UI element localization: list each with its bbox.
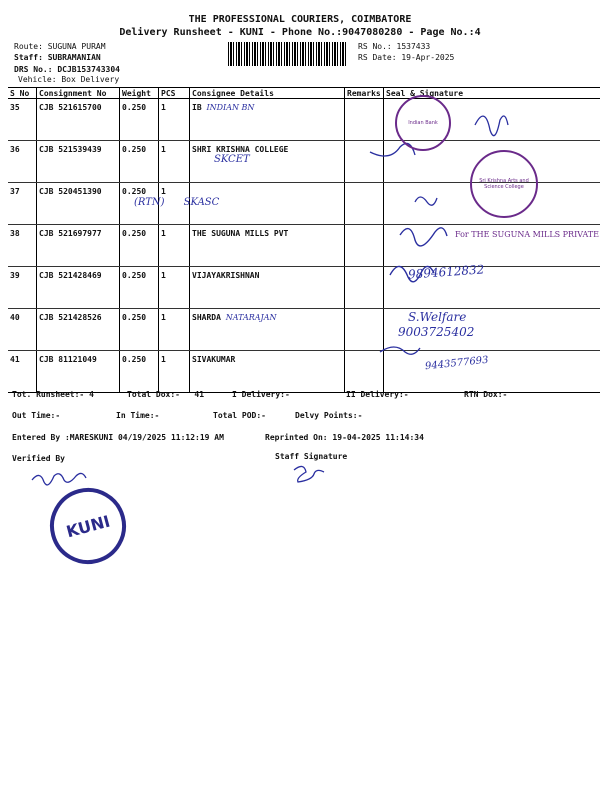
rtn-dox: RTN Dox:- [464, 390, 508, 399]
staff-signature-mark [290, 462, 330, 488]
bank-stamp [395, 95, 451, 151]
row-weight: 0.250 [120, 141, 159, 183]
entered-by: Entered By :MARESKUNI 04/19/2025 11:12:19 AM [12, 433, 224, 442]
consignee-printed: SIVAKUMAR [192, 355, 236, 364]
signature-phone-40: 9003725402 [398, 325, 475, 339]
delvy-points: Delvy Points:- [295, 411, 363, 420]
consignee-handwritten: SKCET [214, 154, 250, 165]
row-consignee [190, 225, 345, 267]
barcode [228, 42, 348, 66]
document-subtitle: Delivery Runsheet - KUNI - Phone No.:9047080280 - Page No.:4 [119, 27, 481, 38]
col-weight: Weight [120, 88, 159, 99]
col-remarks: Remarks [345, 88, 384, 99]
staff-label: Staff: SUBRAMANIAN [14, 53, 101, 62]
kuni-stamp [41, 479, 134, 572]
row-consignment: CJB 521428469 [37, 267, 120, 309]
signature-phone-39: 9894612832 [407, 262, 485, 282]
suguna-stamp: For THE SUGUNA MILLS PRIVATE [455, 230, 599, 239]
row-sno: 38 [8, 225, 37, 267]
row-pcs: 1 [159, 183, 190, 225]
consignee-printed: SHARDA [192, 313, 221, 322]
row-weight: 0.250 [120, 183, 159, 225]
row-pcs: 1 [159, 99, 190, 141]
in-time: In Time:- [116, 411, 160, 420]
row-sno: 36 [8, 141, 37, 183]
ii-delivery: II Delivery:- [346, 390, 409, 399]
signature-scribbles [360, 90, 600, 390]
row-consignment: CJB 521615700 [37, 99, 120, 141]
row-weight: 0.250 [120, 225, 159, 267]
row-consignee [190, 267, 345, 309]
col-sno: S No [8, 88, 37, 99]
row-consignment: CJB 81121049 [37, 351, 120, 393]
bank-stamp-text: Indian Bank [408, 120, 438, 126]
row-weight: 0.250 [120, 99, 159, 141]
i-delivery: I Delivery:- [232, 390, 290, 399]
rs-no: RS No.: 1537433 [358, 42, 431, 51]
reprinted-on: Reprinted On: 19-04-2025 11:14:34 [265, 433, 424, 442]
row-weight: 0.250 [120, 309, 159, 351]
row-sno: 40 [8, 309, 37, 351]
row-weight: 0.250 [120, 267, 159, 309]
route-label: Route: SUGUNA PURAM [14, 42, 106, 51]
row-sno: 39 [8, 267, 37, 309]
out-time: Out Time:- [12, 411, 61, 420]
tot-runsheet: Tot. Runsheet:- 4 [12, 390, 94, 399]
row-sno: 41 [8, 351, 37, 393]
row-consignee [190, 141, 345, 183]
consignee-handwritten: INDIAN BN [206, 103, 255, 112]
row-consignment: CJB 521697977 [37, 225, 120, 267]
consignee-printed: THE SUGUNA MILLS PVT [192, 229, 289, 238]
signature-name-40: S.Welfare [408, 310, 467, 324]
row-weight: 0.250 [120, 351, 159, 393]
row-pcs: 1 [159, 351, 190, 393]
staff-signature-label: Staff Signature [275, 452, 348, 461]
consignee-handwritten: (RTN) SKASC [134, 197, 220, 208]
col-consignee: Consignee Details [190, 88, 345, 99]
row-consignment: CJB 520451390 [37, 183, 120, 225]
col-pcs: PCS [159, 88, 190, 99]
row-pcs: 1 [159, 309, 190, 351]
signature-phone-41: 9443577693 [424, 354, 490, 373]
consignee-printed: SHRI KRISHNA COLLEGE [192, 145, 289, 154]
row-pcs: 1 [159, 141, 190, 183]
row-sno: 35 [8, 99, 37, 141]
consignee-printed: VIJAYAKRISHNAN [192, 271, 260, 280]
row-consignment: CJB 521428526 [37, 309, 120, 351]
row-pcs: 1 [159, 267, 190, 309]
col-consignment: Consignment No [37, 88, 120, 99]
college-stamp-text: Sri Krishna Arts and Science College [479, 178, 529, 190]
row-consignment: CJB 521539439 [37, 141, 120, 183]
drs-label: DRS No.: DCJB153743304 [14, 65, 120, 74]
vehicle-label: Vehicle: Box Delivery [18, 75, 120, 84]
consignee-handwritten: NATARAJAN [225, 313, 277, 322]
college-stamp [470, 150, 538, 218]
row-consignee [190, 351, 345, 393]
row-pcs: 1 [159, 225, 190, 267]
row-sno: 37 [8, 183, 37, 225]
col-signature: Seal & Signature [384, 88, 600, 99]
rs-date: RS Date: 19-Apr-2025 [358, 53, 455, 62]
kuni-stamp-text: KUNI [64, 511, 112, 541]
document-title: THE PROFESSIONAL COURIERS, COIMBATORE [188, 14, 412, 25]
row-consignee [190, 309, 345, 351]
verified-by: Verified By [12, 454, 65, 463]
total-pod: Total POD:- [213, 411, 266, 420]
row-consignee [190, 99, 345, 141]
consignee-printed: IB [192, 103, 202, 112]
total-dox: Total Dox:- 41 [127, 390, 205, 399]
